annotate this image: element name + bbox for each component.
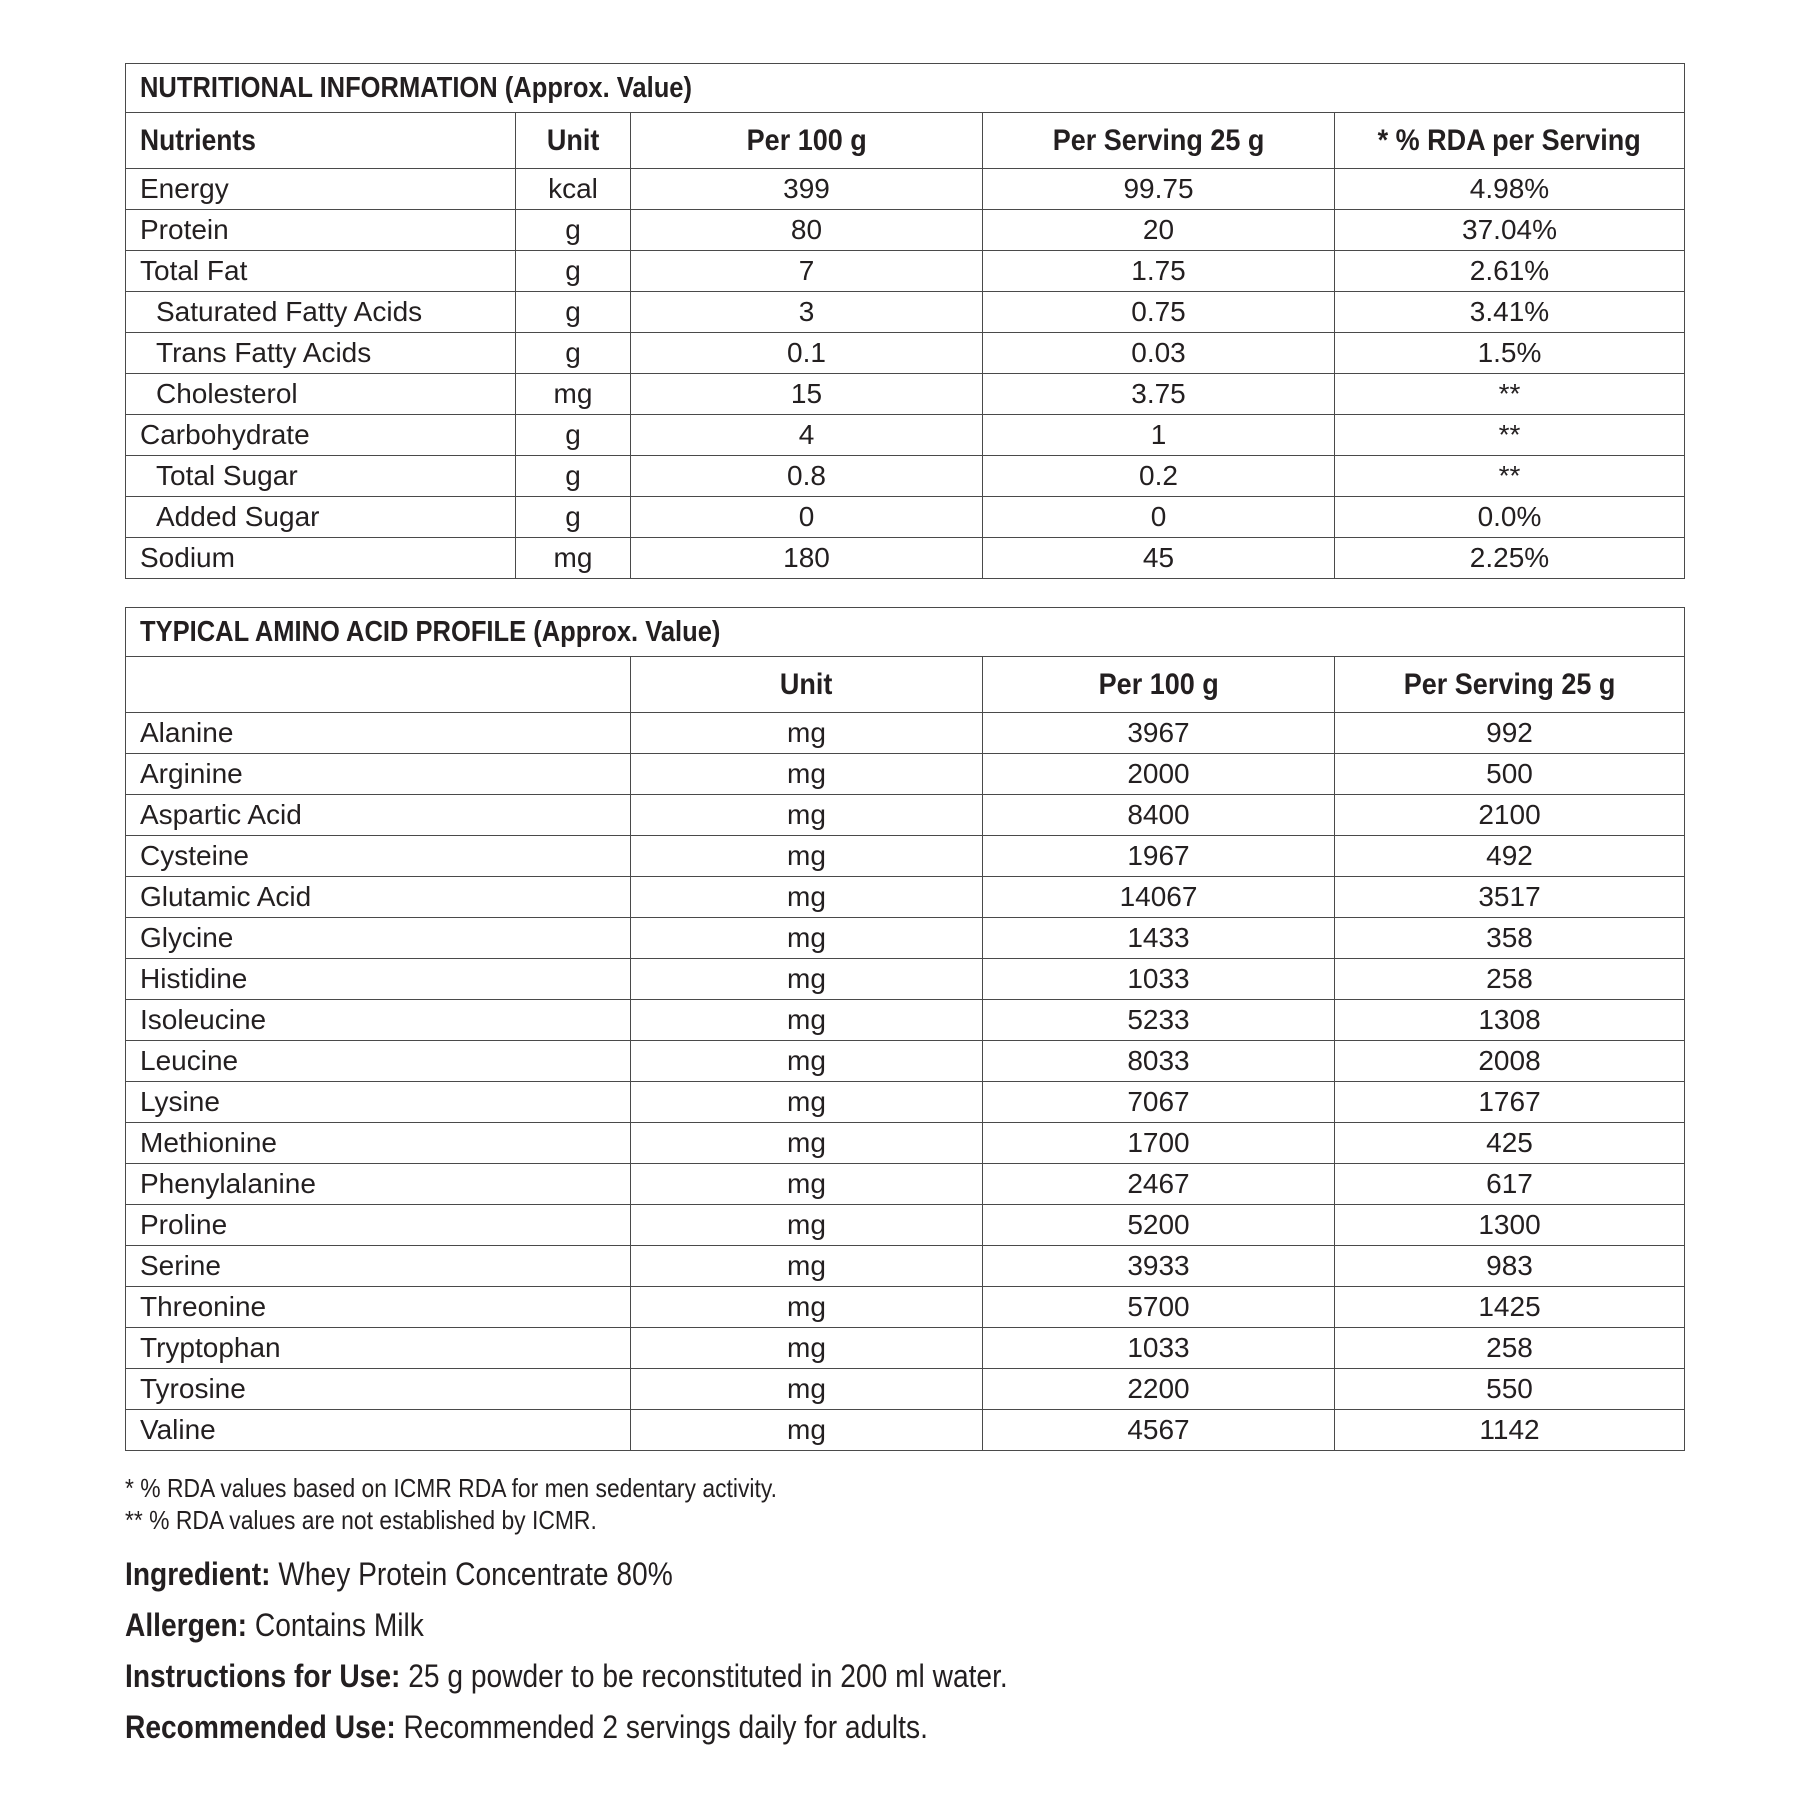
- header-blank: [126, 657, 631, 713]
- fact-value: Recommended 2 servings daily for adults.: [403, 1709, 928, 1745]
- nutrition-cell-name: Trans Fatty Acids: [126, 333, 516, 374]
- amino-acid-table: [125, 607, 1685, 1451]
- header-unit: Unit: [546, 123, 600, 157]
- amino-cell-per100: 2000: [983, 754, 1335, 795]
- amino-cell-name: Valine: [126, 1410, 631, 1451]
- nutrition-cell-rda: 37.04%: [1335, 210, 1685, 251]
- nutrition-cell-name: Carbohydrate: [126, 415, 516, 456]
- header-per-100g: Per 100 g: [746, 123, 867, 157]
- fact-instructions: [125, 1651, 1128, 1702]
- amino-cell-per100: 1033: [983, 959, 1335, 1000]
- fact-allergen: [125, 1600, 1128, 1651]
- amino-row: [126, 1410, 1685, 1451]
- amino-row: [126, 1369, 1685, 1410]
- amino-row: [126, 959, 1685, 1000]
- amino-cell-unit: mg: [631, 1082, 983, 1123]
- nutrition-cell-serving: 1.75: [983, 251, 1335, 292]
- amino-row: [126, 1205, 1685, 1246]
- amino-row: [126, 836, 1685, 877]
- nutrition-cell-rda: **: [1335, 456, 1685, 497]
- fact-label: Instructions for Use:: [125, 1658, 401, 1694]
- header-per-serving: Per Serving 25 g: [1052, 123, 1265, 157]
- nutrition-cell-per100: 399: [631, 169, 983, 210]
- nutrition-cell-per100: 3: [631, 292, 983, 333]
- amino-row: [126, 1082, 1685, 1123]
- nutrition-cell-name: Sodium: [126, 538, 516, 579]
- amino-row: [126, 1287, 1685, 1328]
- nutrition-cell-name: Total Fat: [126, 251, 516, 292]
- amino-row: [126, 754, 1685, 795]
- amino-cell-name: Serine: [126, 1246, 631, 1287]
- nutrition-cell-unit: mg: [516, 374, 631, 415]
- amino-row: [126, 1041, 1685, 1082]
- amino-title: TYPICAL AMINO ACID PROFILE (Approx. Value): [140, 615, 721, 648]
- nutrition-row: [126, 374, 1685, 415]
- fact-ingredient: [125, 1549, 1128, 1600]
- amino-cell-per100: 5200: [983, 1205, 1335, 1246]
- amino-cell-serving: 2008: [1335, 1041, 1685, 1082]
- fact-value: Whey Protein Concentrate 80%: [278, 1556, 673, 1592]
- amino-cell-per100: 7067: [983, 1082, 1335, 1123]
- nutrition-cell-per100: 180: [631, 538, 983, 579]
- amino-cell-unit: mg: [631, 959, 983, 1000]
- amino-cell-serving: 1767: [1335, 1082, 1685, 1123]
- nutrition-cell-per100: 7: [631, 251, 983, 292]
- nutrition-cell-serving: 0.03: [983, 333, 1335, 374]
- nutrition-cell-rda: 0.0%: [1335, 497, 1685, 538]
- nutrition-row: [126, 415, 1685, 456]
- amino-cell-serving: 3517: [1335, 877, 1685, 918]
- nutrition-cell-name: Energy: [126, 169, 516, 210]
- amino-cell-name: Arginine: [126, 754, 631, 795]
- amino-cell-per100: 8033: [983, 1041, 1335, 1082]
- nutrition-cell-unit: g: [516, 210, 631, 251]
- amino-cell-unit: mg: [631, 836, 983, 877]
- nutrition-cell-serving: 1: [983, 415, 1335, 456]
- amino-cell-per100: 14067: [983, 877, 1335, 918]
- footnotes: [125, 1472, 866, 1536]
- amino-header-row: [126, 657, 1685, 713]
- nutrition-cell-rda: **: [1335, 415, 1685, 456]
- nutrition-cell-per100: 0.8: [631, 456, 983, 497]
- fact-value: Contains Milk: [254, 1607, 424, 1643]
- product-facts: [125, 1549, 1128, 1753]
- nutrition-row: [126, 251, 1685, 292]
- amino-cell-name: Cysteine: [126, 836, 631, 877]
- amino-cell-serving: 1308: [1335, 1000, 1685, 1041]
- amino-cell-name: Leucine: [126, 1041, 631, 1082]
- fact-label: Ingredient:: [125, 1556, 271, 1592]
- amino-cell-unit: mg: [631, 1287, 983, 1328]
- amino-cell-serving: 258: [1335, 959, 1685, 1000]
- amino-cell-unit: mg: [631, 1000, 983, 1041]
- amino-cell-per100: 2467: [983, 1164, 1335, 1205]
- amino-cell-serving: 1300: [1335, 1205, 1685, 1246]
- amino-cell-unit: mg: [631, 1410, 983, 1451]
- amino-cell-serving: 992: [1335, 713, 1685, 754]
- amino-cell-name: Threonine: [126, 1287, 631, 1328]
- nutrition-cell-serving: 3.75: [983, 374, 1335, 415]
- amino-cell-per100: 8400: [983, 795, 1335, 836]
- footnote-not-established: ** % RDA values are not established by ICMR.: [125, 1505, 597, 1535]
- amino-cell-per100: 5233: [983, 1000, 1335, 1041]
- amino-cell-name: Lysine: [126, 1082, 631, 1123]
- nutrition-row: [126, 497, 1685, 538]
- nutrition-cell-serving: 0.2: [983, 456, 1335, 497]
- amino-header-unit: Unit: [780, 667, 833, 701]
- amino-cell-name: Glutamic Acid: [126, 877, 631, 918]
- nutrition-cell-name: Total Sugar: [126, 456, 516, 497]
- fact-recommended-use: [125, 1702, 1128, 1753]
- nutrition-cell-per100: 15: [631, 374, 983, 415]
- nutrition-title-row: [126, 64, 1685, 113]
- amino-row: [126, 877, 1685, 918]
- amino-row: [126, 795, 1685, 836]
- amino-cell-serving: 550: [1335, 1369, 1685, 1410]
- nutrition-cell-unit: g: [516, 292, 631, 333]
- amino-cell-unit: mg: [631, 1246, 983, 1287]
- amino-row: [126, 918, 1685, 959]
- nutrition-cell-serving: 20: [983, 210, 1335, 251]
- amino-cell-per100: 4567: [983, 1410, 1335, 1451]
- amino-cell-serving: 425: [1335, 1123, 1685, 1164]
- amino-cell-unit: mg: [631, 1328, 983, 1369]
- amino-row: [126, 1123, 1685, 1164]
- nutrition-row: [126, 210, 1685, 251]
- amino-cell-unit: mg: [631, 754, 983, 795]
- nutrition-cell-unit: g: [516, 415, 631, 456]
- nutrition-cell-name: Saturated Fatty Acids: [126, 292, 516, 333]
- nutrition-cell-per100: 4: [631, 415, 983, 456]
- amino-cell-name: Proline: [126, 1205, 631, 1246]
- nutrition-row: [126, 292, 1685, 333]
- amino-cell-serving: 1425: [1335, 1287, 1685, 1328]
- amino-cell-per100: 3967: [983, 713, 1335, 754]
- nutrition-cell-unit: g: [516, 251, 631, 292]
- nutrition-cell-name: Added Sugar: [126, 497, 516, 538]
- amino-cell-name: Aspartic Acid: [126, 795, 631, 836]
- amino-cell-name: Glycine: [126, 918, 631, 959]
- header-nutrients: Nutrients: [140, 123, 256, 157]
- amino-cell-serving: 492: [1335, 836, 1685, 877]
- amino-cell-per100: 1033: [983, 1328, 1335, 1369]
- amino-cell-per100: 5700: [983, 1287, 1335, 1328]
- amino-cell-per100: 3933: [983, 1246, 1335, 1287]
- nutrition-cell-unit: kcal: [516, 169, 631, 210]
- nutrition-title: NUTRITIONAL INFORMATION (Approx. Value): [140, 71, 692, 104]
- nutrition-row: [126, 456, 1685, 497]
- nutrition-header-row: [126, 113, 1685, 169]
- amino-cell-serving: 258: [1335, 1328, 1685, 1369]
- amino-cell-unit: mg: [631, 877, 983, 918]
- nutrition-cell-rda: 2.25%: [1335, 538, 1685, 579]
- amino-cell-unit: mg: [631, 795, 983, 836]
- nutrition-cell-per100: 80: [631, 210, 983, 251]
- amino-cell-unit: mg: [631, 918, 983, 959]
- amino-cell-name: Histidine: [126, 959, 631, 1000]
- fact-label: Allergen:: [125, 1607, 248, 1643]
- footnote-rda: * % RDA values based on ICMR RDA for men sedentary activity.: [125, 1473, 777, 1503]
- amino-cell-serving: 500: [1335, 754, 1685, 795]
- nutrition-cell-unit: g: [516, 497, 631, 538]
- nutrition-cell-per100: 0.1: [631, 333, 983, 374]
- nutrition-cell-serving: 45: [983, 538, 1335, 579]
- nutrition-cell-rda: 3.41%: [1335, 292, 1685, 333]
- nutrition-cell-serving: 99.75: [983, 169, 1335, 210]
- amino-cell-name: Methionine: [126, 1123, 631, 1164]
- fact-value: 25 g powder to be reconstituted in 200 ml water.: [408, 1658, 1008, 1694]
- nutrition-cell-unit: g: [516, 333, 631, 374]
- nutrition-row: [126, 169, 1685, 210]
- amino-row: [126, 1164, 1685, 1205]
- amino-cell-unit: mg: [631, 713, 983, 754]
- amino-row: [126, 1000, 1685, 1041]
- amino-cell-per100: 2200: [983, 1369, 1335, 1410]
- header-rda: * % RDA per Serving: [1377, 123, 1642, 157]
- nutrition-cell-unit: g: [516, 456, 631, 497]
- nutrition-cell-unit: mg: [516, 538, 631, 579]
- nutrition-table: [125, 63, 1685, 579]
- amino-cell-per100: 1433: [983, 918, 1335, 959]
- amino-cell-serving: 983: [1335, 1246, 1685, 1287]
- nutrition-cell-per100: 0: [631, 497, 983, 538]
- nutrition-cell-rda: 4.98%: [1335, 169, 1685, 210]
- amino-cell-serving: 358: [1335, 918, 1685, 959]
- amino-cell-name: Tyrosine: [126, 1369, 631, 1410]
- amino-cell-name: Isoleucine: [126, 1000, 631, 1041]
- amino-cell-serving: 1142: [1335, 1410, 1685, 1451]
- amino-cell-name: Tryptophan: [126, 1328, 631, 1369]
- amino-row: [126, 713, 1685, 754]
- nutrition-cell-rda: 2.61%: [1335, 251, 1685, 292]
- amino-cell-unit: mg: [631, 1123, 983, 1164]
- nutrition-row: [126, 538, 1685, 579]
- nutrition-cell-rda: 1.5%: [1335, 333, 1685, 374]
- nutrition-row: [126, 333, 1685, 374]
- amino-cell-unit: mg: [631, 1041, 983, 1082]
- amino-header-per-serving: Per Serving 25 g: [1403, 667, 1616, 701]
- amino-cell-per100: 1700: [983, 1123, 1335, 1164]
- fact-label: Recommended Use:: [125, 1709, 396, 1745]
- amino-cell-name: Alanine: [126, 713, 631, 754]
- amino-cell-per100: 1967: [983, 836, 1335, 877]
- amino-cell-name: Phenylalanine: [126, 1164, 631, 1205]
- amino-title-row: [126, 608, 1685, 657]
- amino-row: [126, 1246, 1685, 1287]
- amino-row: [126, 1328, 1685, 1369]
- nutrition-cell-serving: 0.75: [983, 292, 1335, 333]
- amino-cell-unit: mg: [631, 1205, 983, 1246]
- amino-header-per-100g: Per 100 g: [1098, 667, 1219, 701]
- amino-cell-serving: 617: [1335, 1164, 1685, 1205]
- nutrition-cell-name: Protein: [126, 210, 516, 251]
- nutrition-cell-rda: **: [1335, 374, 1685, 415]
- amino-cell-unit: mg: [631, 1369, 983, 1410]
- amino-cell-serving: 2100: [1335, 795, 1685, 836]
- amino-cell-unit: mg: [631, 1164, 983, 1205]
- nutrition-cell-serving: 0: [983, 497, 1335, 538]
- nutrition-cell-name: Cholesterol: [126, 374, 516, 415]
